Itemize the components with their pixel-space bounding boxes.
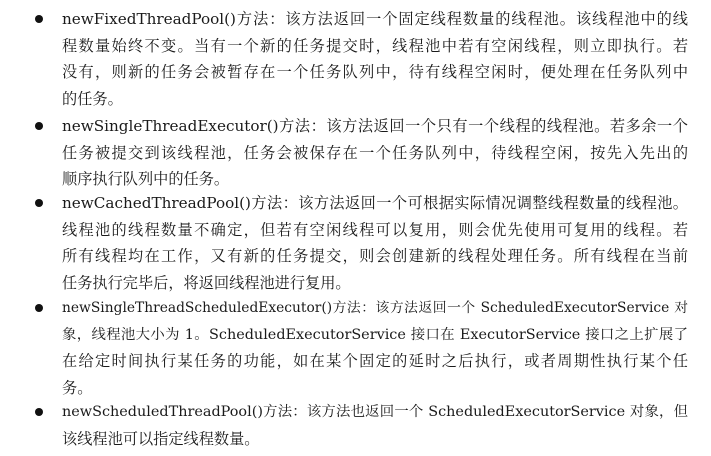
list-item-line: newSingleThreadScheduledExecutor()方法：该方法返回一个 ScheduledExecutorService 对 (62, 300, 688, 316)
list-item-line: newSingleThreadExecutor()方法：该方法返回一个只有一个线程的线程池。若多余一个 (62, 117, 688, 135)
list-item-newSingleThreadScheduledExecutor (62, 295, 688, 401)
bullet-icon (35, 199, 43, 207)
bullet-icon (35, 15, 43, 23)
list-item-line: 任务执行完毕后，将返回线程池进行复用。 (62, 273, 351, 292)
list-item-line: 该线程池可以指定线程数量。 (62, 429, 260, 448)
bullet-icon (35, 122, 43, 130)
list-item-line: 的任务。 (62, 89, 123, 108)
list-item-newFixedThreadPool (62, 6, 688, 112)
list-item-newSingleThreadExecutor (62, 113, 688, 193)
list-item-line: 程数量始终不变。当有一个新的任务提交时，线程池中若有空闲线程，则立即执行。若 (62, 36, 688, 55)
list-item-line: 线程池的线程数量不确定，但若有空闲线程可以复用，则会优先使用可复用的线程。若 (62, 220, 688, 239)
list-item-line: newCachedThreadPool()方法：该方法返回一个可根据实际情况调整线程数量的线程池。 (62, 194, 688, 212)
list-item-line: 在给定时间执行某任务的功能，如在某个固定的延时之后执行，或者周期性执行某个任 (62, 352, 688, 371)
bullet-icon (35, 304, 43, 312)
list-item-line: 没有，则新的任务会被暂存在一个任务队列中，待有线程空闲时，便处理在任务队列中 (62, 63, 688, 82)
list-item-line: newFixedThreadPool()方法：该方法返回一个固定线程数量的线程池。该线程池中的线 (62, 10, 688, 28)
list-item-line: 务。 (62, 378, 93, 397)
bullet-icon (35, 408, 43, 416)
list-item-line: 所有线程均在工作，又有新的任务提交，则会创建新的线程处理任务。所有线程在当前 (62, 247, 688, 266)
list-item-newScheduledThreadPool (62, 399, 688, 452)
list-item-newCachedThreadPool (62, 190, 688, 296)
list-item-line: 象，线程池大小为 1。ScheduledExecutorService 接口在 ExecutorService 接口之上扩展了 (62, 326, 688, 343)
list-item-line: newScheduledThreadPool()方法：该方法也返回一个 ScheduledExecutorService 对象，但 (62, 404, 688, 420)
list-item-line: 顺序执行队列中的任务。 (62, 170, 230, 189)
list-item-line: 任务被提交到该线程池，任务会被保存在一个任务队列中，待线程空闲，按先入先出的 (62, 143, 688, 162)
